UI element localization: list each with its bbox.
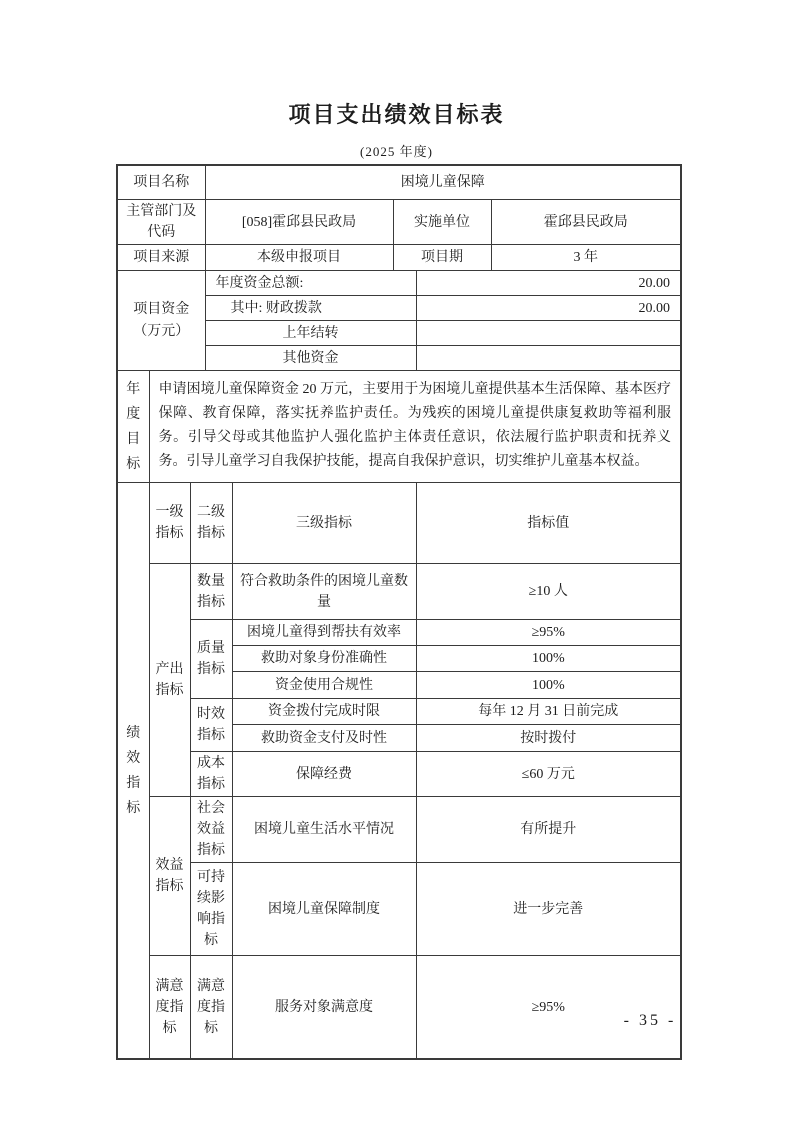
performance-target-table	[116, 164, 682, 1060]
header-value: 指标值	[416, 483, 681, 564]
level2-sustainable-impact: 可持续影响指标	[190, 863, 232, 956]
funds-total-label: 年度资金总额:	[205, 271, 416, 296]
indicator-value: ≥10 人	[416, 564, 681, 620]
header-level2: 二级指标	[190, 483, 232, 564]
level2-quantity: 数量指标	[190, 564, 232, 620]
level2-quality: 质量指标	[190, 620, 232, 699]
table-row	[117, 797, 681, 863]
level1-benefit: 效益指标	[149, 797, 190, 956]
level2-satisfaction: 满意度指标	[190, 956, 232, 1060]
indicator-name: 困境儿童得到帮扶有效率	[232, 620, 416, 646]
table-row	[117, 564, 681, 620]
implement-unit-label: 实施单位	[393, 200, 491, 245]
indicator-name: 资金使用合规性	[232, 672, 416, 699]
indicator-name: 困境儿童保障制度	[232, 863, 416, 956]
funds-fiscal-label: 其中: 财政拨款	[205, 296, 416, 321]
table-row	[117, 483, 681, 564]
table-row	[117, 200, 681, 245]
table-row	[117, 752, 681, 797]
indicator-name: 保障经费	[232, 752, 416, 797]
table-row	[117, 165, 681, 200]
indicator-value: 100%	[416, 672, 681, 699]
indicator-value: 按时拨付	[416, 725, 681, 752]
funds-total-value: 20.00	[416, 271, 681, 296]
level1-satisfaction: 满意度指标	[149, 956, 190, 1060]
source-label: 项目来源	[117, 245, 205, 271]
indicator-value: 每年 12 月 31 日前完成	[416, 699, 681, 725]
annual-goal-label: 年度目标	[117, 371, 149, 483]
funds-label-line2: （万元）	[133, 323, 190, 339]
header-level1: 一级指标	[149, 483, 190, 564]
table-row	[117, 245, 681, 271]
indicator-name: 困境儿童生活水平情况	[232, 797, 416, 863]
indicator-name: 救助资金支付及时性	[232, 725, 416, 752]
level2-cost: 成本指标	[190, 752, 232, 797]
funds-label-line1: 项目资金	[133, 301, 190, 317]
indicator-name: 服务对象满意度	[232, 956, 416, 1060]
page-subtitle: (2025 年度)	[360, 144, 433, 159]
header-level3: 三级指标	[232, 483, 416, 564]
level1-output: 产出指标	[149, 564, 190, 797]
funds-fiscal-value: 20.00	[416, 296, 681, 321]
project-name-label: 项目名称	[117, 165, 205, 200]
department-label: 主管部门及代码	[117, 200, 205, 245]
level2-social-benefit: 社会效益指标	[190, 797, 232, 863]
indicator-value: 有所提升	[416, 797, 681, 863]
indicator-value: 进一步完善	[416, 863, 681, 956]
level2-timeliness: 时效指标	[190, 699, 232, 752]
funds-other-label: 其他资金	[205, 346, 416, 371]
table-row	[117, 620, 681, 646]
funds-other-value	[416, 346, 681, 371]
funds-carryover-value	[416, 321, 681, 346]
indicator-value: ≤60 万元	[416, 752, 681, 797]
indicator-value: ≥95%	[416, 620, 681, 646]
indicator-value: 100%	[416, 646, 681, 672]
indicator-value: ≥95%	[416, 956, 681, 1060]
performance-indicators-label: 绩效指标	[117, 483, 149, 1060]
department-value: [058]霍邱县民政局	[205, 200, 393, 245]
implement-unit-value: 霍邱县民政局	[491, 200, 681, 245]
period-label: 项目期	[393, 245, 491, 271]
period-value: 3 年	[491, 245, 681, 271]
indicator-name: 符合救助条件的困境儿童数量	[232, 564, 416, 620]
funds-label	[117, 271, 205, 371]
indicator-name: 资金拨付完成时限	[232, 699, 416, 725]
table-row	[117, 271, 681, 296]
table-row	[117, 863, 681, 956]
project-name-value: 困境儿童保障	[205, 165, 681, 200]
annual-goal-text: 申请困境儿童保障资金 20 万元，主要用于为困境儿童提供基本生活保障、基本医疗保障、教育保障，落实抚养监护责任。为残疾的困境儿童提供康复救助等福利服务。引导父母或其他监护人强化监护主体责任意识，依法履行监护职责和抚养义务。引导儿童学习自我保护技能，提高自我保护意识，切实维护儿童基本权益。	[149, 371, 681, 483]
page-title: 项目支出绩效目标表	[288, 102, 505, 127]
table-row	[117, 371, 681, 483]
source-value: 本级申报项目	[205, 245, 393, 271]
indicator-name: 救助对象身份准确性	[232, 646, 416, 672]
page-number: - 35 -	[623, 1012, 677, 1029]
funds-carryover-label: 上年结转	[205, 321, 416, 346]
table-row	[117, 956, 681, 1060]
table-row	[117, 699, 681, 725]
